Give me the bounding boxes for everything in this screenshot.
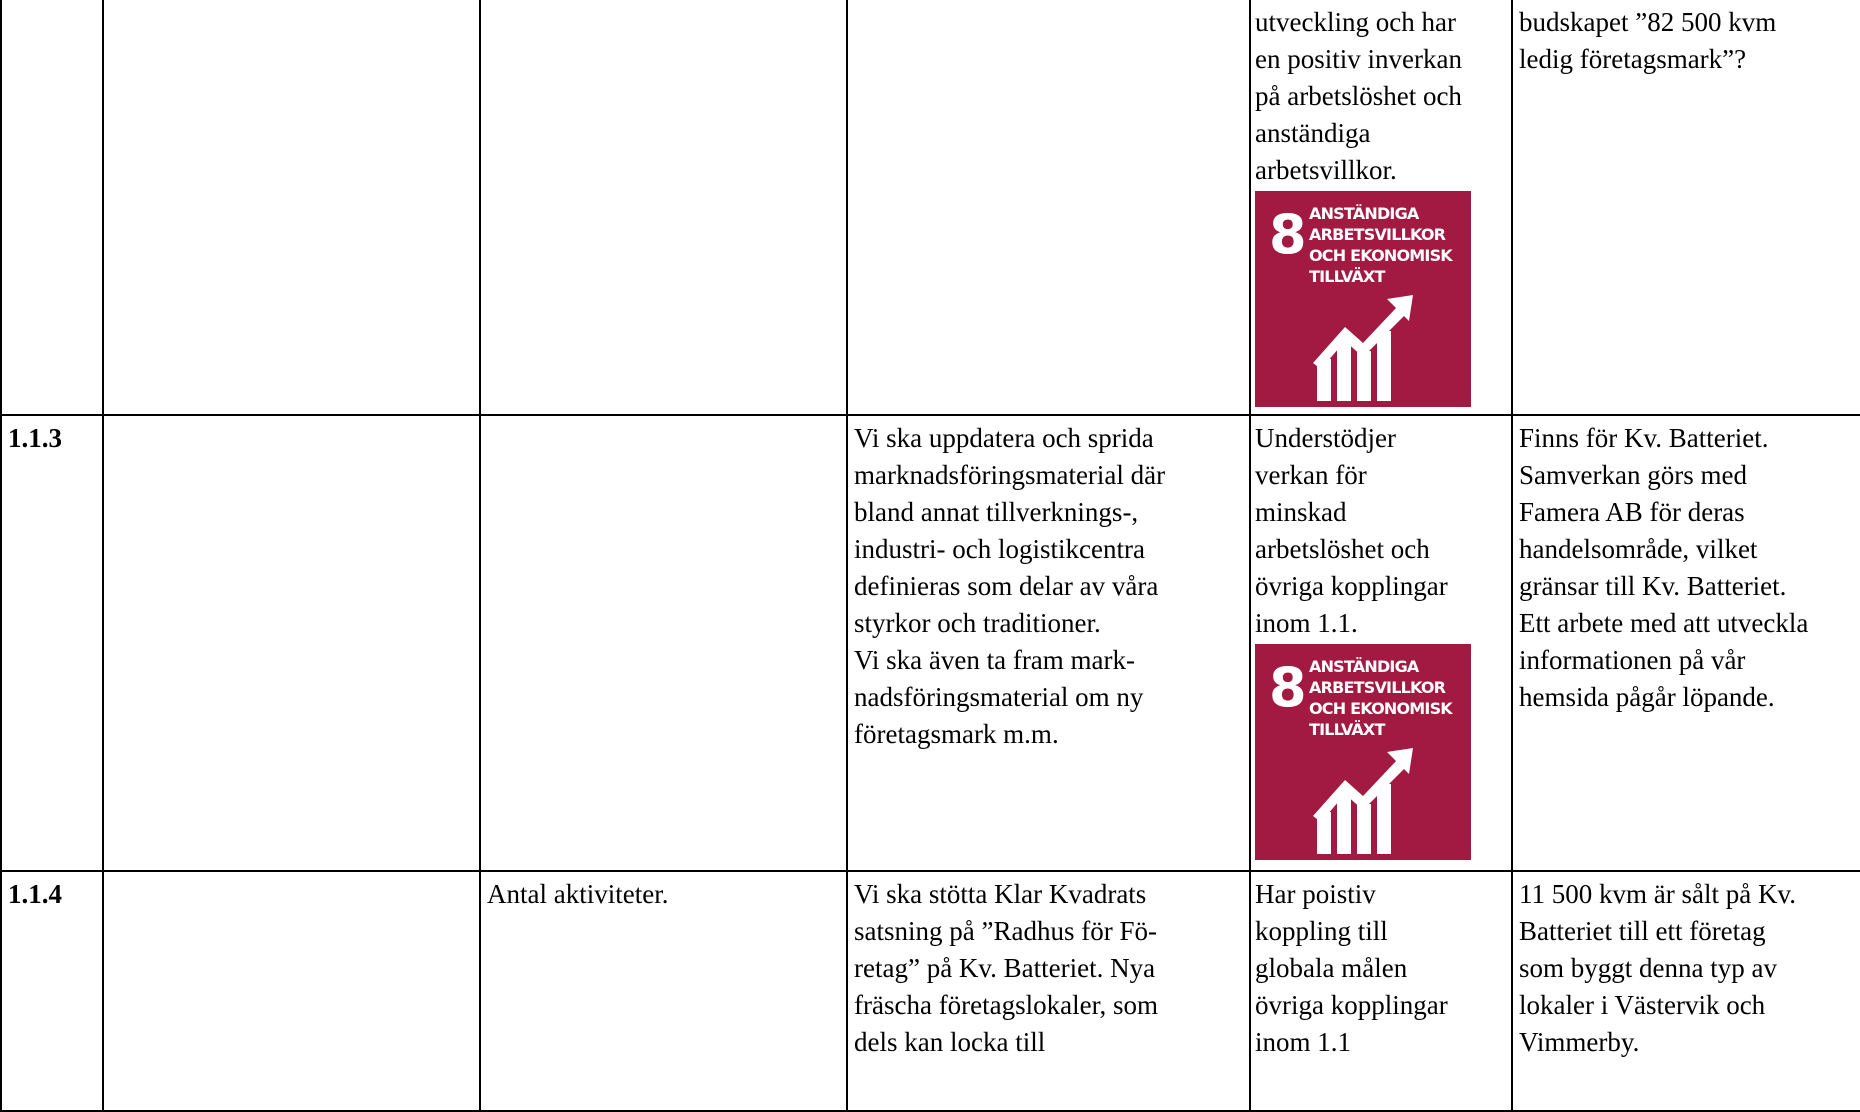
table-row [1, 0, 1860, 415]
text-line: bland annat tillverknings-, [854, 497, 1139, 527]
sdg-goal-caption-line: TILLVÄXT [1309, 267, 1385, 286]
cell-indicator [480, 415, 847, 871]
text-line: fräscha företagslokaler, som [854, 990, 1159, 1020]
cell-indicator [480, 871, 847, 1111]
cell-sdg-link [1250, 0, 1512, 415]
text-line: satsning på ”Radhus för Fö- [854, 916, 1157, 946]
cell-activity [847, 415, 1250, 871]
cell-id [1, 871, 103, 1111]
sdg-8-badge [1255, 191, 1471, 407]
sdg-goal-caption-line: TILLVÄXT [1309, 720, 1385, 739]
text-line: handelsområde, vilket [1519, 534, 1758, 564]
text-line: definieras som delar av våra [854, 571, 1159, 601]
text-line: minskad [1255, 497, 1347, 527]
cell-status [1512, 871, 1860, 1111]
text-line: globala målen [1255, 953, 1408, 983]
text-line: marknadsföringsmaterial där [854, 460, 1166, 490]
text-line: inom 1.1 [1255, 1027, 1352, 1057]
text-line: som byggt denna typ av [1519, 953, 1777, 983]
sdg-goal-number: 8 [1269, 656, 1307, 719]
sdg-goal-caption-line: ANSTÄNDIGA [1309, 657, 1419, 676]
text-line: Vi ska även ta fram mark- [854, 645, 1136, 675]
cell-activity [847, 0, 1250, 415]
table-row [1, 415, 1860, 871]
text-line: övriga kopplingar [1255, 990, 1448, 1020]
text-line: en positiv inverkan [1255, 44, 1462, 74]
cell-sdg-link [1250, 871, 1512, 1111]
cell-col2 [103, 871, 480, 1111]
text-line: Finns för Kv. Batteriet. [1519, 423, 1769, 453]
text-line: företagsmark m.m. [854, 719, 1059, 749]
text-line: styrkor och traditioner. [854, 608, 1101, 638]
text-line: gränsar till Kv. Batteriet. [1519, 571, 1787, 601]
text-line: Har poistiv [1255, 879, 1376, 909]
text-line: informationen på vår [1519, 645, 1746, 675]
text-line: 11 500 kvm är sålt på Kv. [1519, 879, 1796, 909]
text-line: dels kan locka till [854, 1027, 1046, 1057]
sdg-goal-number: 8 [1269, 203, 1307, 266]
text-line: nadsföringsmaterial om ny [854, 682, 1144, 712]
text-line: Famera AB för deras [1519, 497, 1745, 527]
text-line: Batteriet till ett företag [1519, 916, 1766, 946]
sdg-goal-caption-line: ARBETSVILLKOR [1309, 225, 1446, 244]
text-line: Samverkan görs med [1519, 460, 1747, 490]
text-line: Vi ska stötta Klar Kvadrats [854, 879, 1147, 909]
cell-col2 [103, 415, 480, 871]
sdg-8-tile [1255, 191, 1471, 407]
text-line: koppling till [1255, 916, 1388, 946]
text-line: retag” på Kv. Batteriet. Nya [854, 953, 1156, 983]
cell-indicator [480, 0, 847, 415]
text-line: inom 1.1. [1255, 608, 1358, 638]
cell-status [1512, 0, 1860, 415]
text-line: verkan för [1255, 460, 1367, 490]
text-line: industri- och logistikcentra [854, 534, 1145, 564]
cell-id [1, 415, 103, 871]
cell-activity [847, 871, 1250, 1111]
cell-col2 [103, 0, 480, 415]
sdg-goal-caption-line: OCH EKONOMISK [1309, 246, 1452, 265]
text-line: arbetslöshet och [1255, 534, 1430, 564]
text-line: Vimmerby. [1519, 1027, 1640, 1057]
text-line: på arbetslöshet och [1255, 81, 1462, 111]
sdg-goal-caption-line: ANSTÄNDIGA [1309, 204, 1419, 223]
sdg-goal-caption-line: OCH EKONOMISK [1309, 699, 1452, 718]
text-line: Understödjer [1255, 423, 1396, 453]
text-line: Antal aktiviteter. [487, 879, 669, 909]
row-id: 1.1.4 [8, 879, 62, 909]
row-id: 1.1.3 [8, 423, 62, 453]
cell-status [1512, 415, 1860, 871]
text-line: Vi ska uppdatera och sprida [854, 423, 1154, 453]
sdg-8-tile [1255, 644, 1471, 860]
cell-sdg-link [1250, 415, 1512, 871]
table-row [1, 871, 1860, 1111]
text-line: arbetsvillkor. [1255, 155, 1397, 185]
text-line: övriga kopplingar [1255, 571, 1448, 601]
text-line: utveckling och har [1255, 7, 1456, 37]
sdg-8-badge [1255, 644, 1471, 860]
text-line: budskapet ”82 500 kvm [1519, 7, 1777, 37]
text-line: hemsida pågår löpande. [1519, 682, 1775, 712]
text-line: Ett arbete med att utveckla [1519, 608, 1809, 638]
text-line: anständiga [1255, 118, 1371, 148]
sdg-goal-caption-line: ARBETSVILLKOR [1309, 678, 1446, 697]
text-line: ledig företagsmark”? [1519, 44, 1747, 74]
text-line: lokaler i Västervik och [1519, 990, 1766, 1020]
cell-id [1, 0, 103, 415]
